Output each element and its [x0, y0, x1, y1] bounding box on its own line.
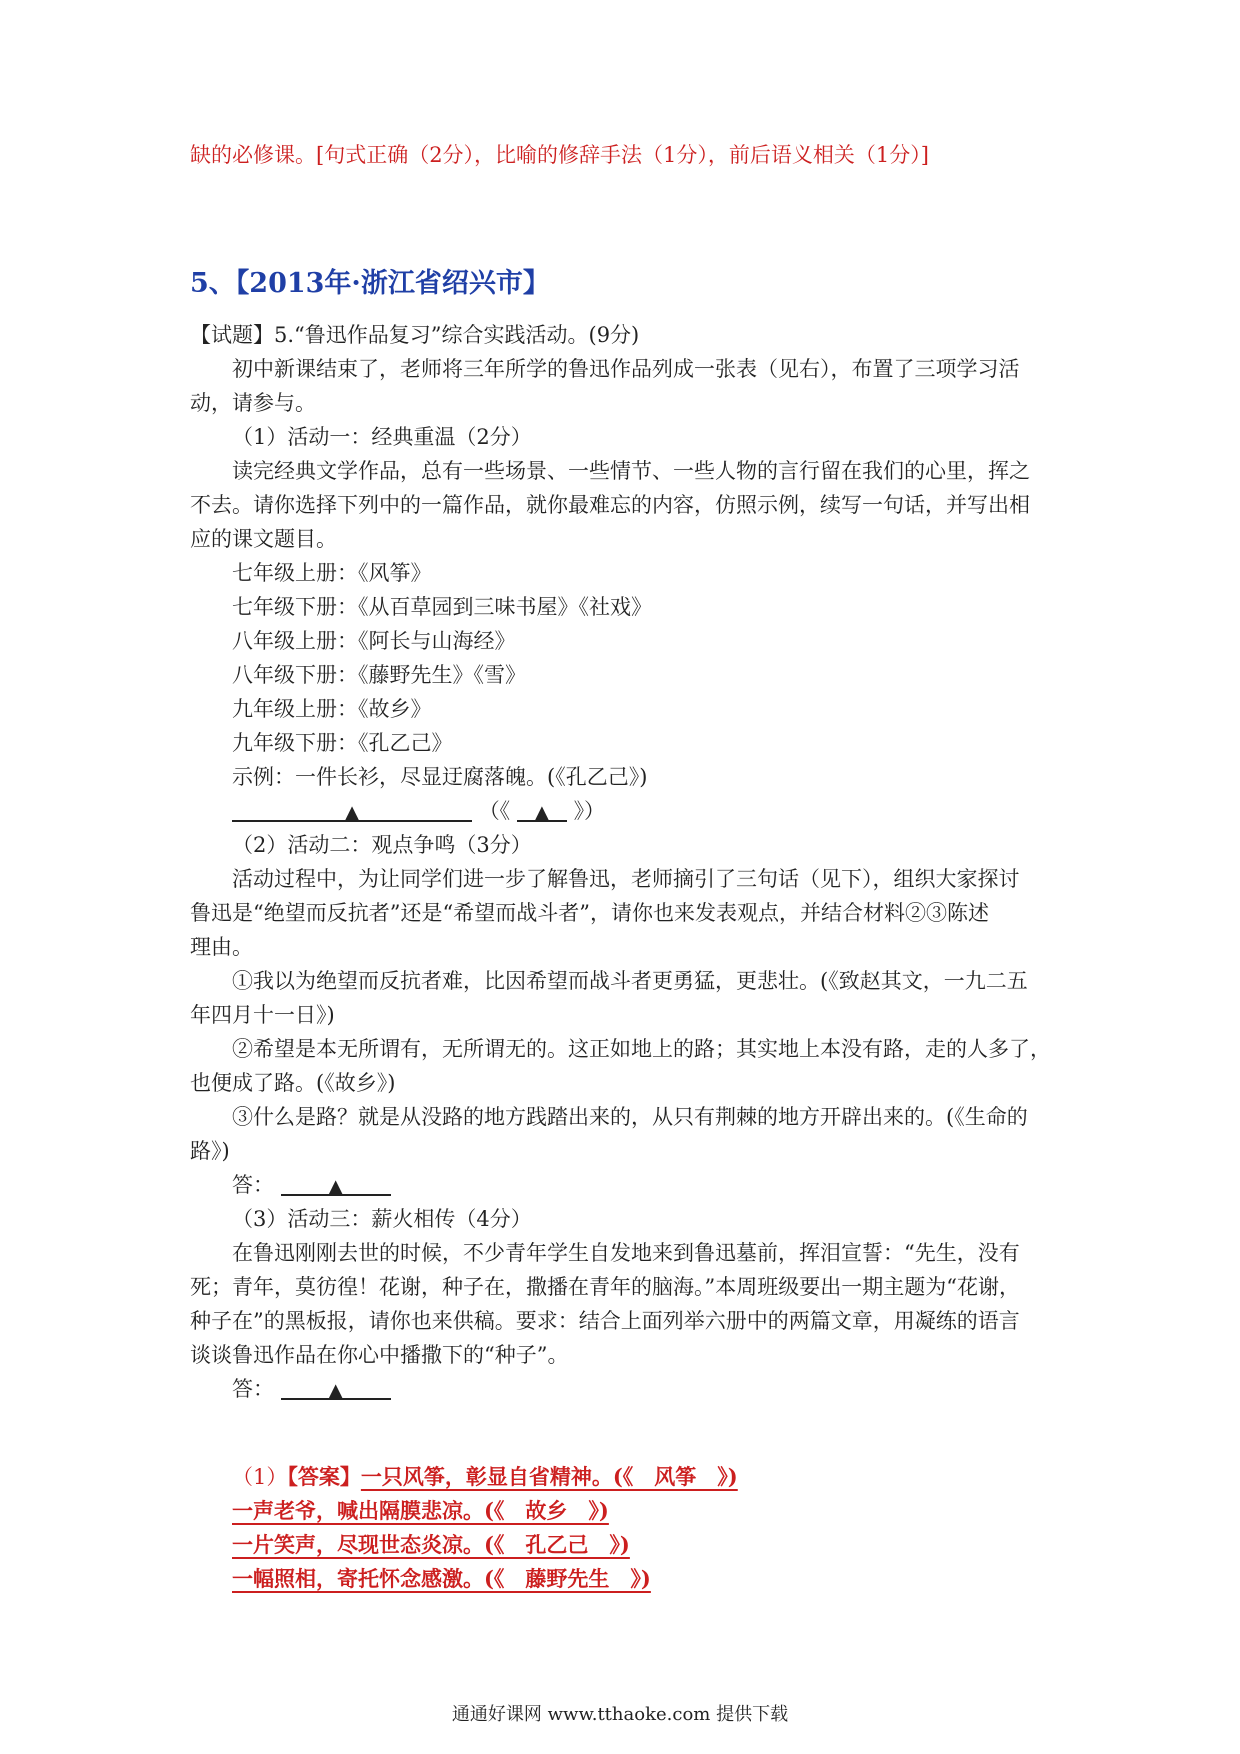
- activity-2-answer-row: [232, 1170, 391, 1200]
- activity-3-desc-line-1: 在鲁迅刚刚去世的时候，不少青年学生自发地来到鲁迅墓前，挥泪宣誓：“先生，没有: [232, 1241, 1020, 1265]
- quote-1-line-1: ①我以为绝望而反抗者难，比因希望而战斗者更勇猛，更悲壮。(《致赵其文，一九二五: [232, 969, 1028, 993]
- works-list-item: 七年级下册：《从百草园到三味书屋》《社戏》: [232, 595, 652, 619]
- quote-3-line-2: 路》): [190, 1139, 230, 1163]
- works-list-item: 九年级上册：《故乡》: [232, 697, 432, 721]
- blank-marker-icon: ▲: [328, 1380, 343, 1401]
- activity-1-desc-line-1: 读完经典文学作品，总有一些场景、一些情节、一些人物的言行留在我们的心里，挥之: [232, 459, 1030, 483]
- answer-key-entry: 一片笑声，尽现世态炎凉。(《 孔乙己 》): [232, 1532, 630, 1557]
- works-list-item: 八年级上册：《阿长与山海经》: [232, 629, 516, 653]
- quote-3-line-1: ③什么是路？就是从没路的地方践踏出来的，从只有荆棘的地方开辟出来的。(《生命的: [232, 1105, 1028, 1129]
- answer-key-entry: 一只风筝，彰显自省精神。(《 风筝 》): [360, 1464, 738, 1489]
- activity-1-paren-close: 》）: [573, 799, 606, 823]
- section-heading: 5、【2013年·浙江省绍兴市】: [190, 268, 550, 299]
- quote-2-line-2: 也便成了路。(《故乡》): [190, 1071, 396, 1095]
- activity-3-answer-blank[interactable]: [281, 1374, 391, 1400]
- carryover-answer-text: 缺的必修课。[句式正确（2分），比喻的修辞手法（1分），前后语义相关（1分）]: [190, 143, 929, 167]
- activity-3-answer-row: [232, 1374, 391, 1404]
- activity-3-desc-line-3: 种子在”的黑板报，请你也来供稿。要求：结合上面列举六册中的两篇文章，用凝练的语言: [190, 1309, 1020, 1333]
- activity-1-paren-open: （《: [478, 799, 511, 823]
- activity-3-desc-line-2: 死；青年，莫彷徨！花谢，种子在，撒播在青年的脑海。”本周班级要出一期主题为“花谢，: [190, 1275, 1020, 1299]
- question-intro-line-2: 动，请参与。: [190, 391, 316, 415]
- answer-key-tag: 【答案】: [287, 1464, 361, 1489]
- quote-2-line-1: ②希望是本无所谓有，无所谓无的。这正如地上的路；其实地上本没有路，走的人多了，: [232, 1037, 1051, 1061]
- activity-1-answer-blank-row: [232, 796, 605, 826]
- activity-1-label: （1）活动一：经典重温（2分）: [232, 425, 532, 449]
- activity-2-answer-blank[interactable]: [281, 1170, 391, 1196]
- activity-1-sentence-blank[interactable]: [232, 796, 472, 822]
- activity-2-label: （2）活动二：观点争鸣（3分）: [232, 833, 532, 857]
- blank-marker-icon: ▲: [534, 802, 549, 823]
- activity-1-desc-line-3: 应的课文题目。: [190, 527, 337, 551]
- works-list-item: 八年级下册：《藤野先生》《雪》: [232, 663, 526, 687]
- answer-label: 答：: [232, 1173, 274, 1197]
- activity-3-desc-line-4: 谈谈鲁迅作品在你心中播撒下的“种子”。: [190, 1343, 569, 1367]
- works-list-item: 七年级上册：《风筝》: [232, 561, 432, 585]
- answer-key-entry: 一声老爷，喊出隔膜悲凉。(《 故乡 》): [232, 1498, 609, 1523]
- answer-key-prefix: （1）: [232, 1465, 288, 1489]
- activity-1-desc-line-2: 不去。请你选择下列中的一篇作品，就你最难忘的内容，仿照示例，续写一句话，并写出相: [190, 493, 1030, 517]
- quote-1-line-2: 年四月十一日》): [190, 1003, 335, 1027]
- page-footer: 通通好课网 www.tthaoke.com 提供下载: [451, 1704, 789, 1725]
- blank-marker-icon: ▲: [328, 1176, 343, 1197]
- activity-1-example: 示例：一件长衫，尽显迂腐落魄。(《孔乙己》): [232, 765, 648, 789]
- question-intro-line-1: 初中新课结束了，老师将三年所学的鲁迅作品列成一张表（见右），布置了三项学习活: [232, 357, 1020, 381]
- activity-1-title-blank[interactable]: [517, 796, 567, 822]
- activity-2-desc-line-3: 理由。: [190, 935, 253, 959]
- activity-2-desc-line-1: 活动过程中，为让同学们进一步了解鲁迅，老师摘引了三句话（见下），组织大家探讨: [232, 867, 1020, 891]
- answer-label: 答：: [232, 1377, 274, 1401]
- works-list-item: 九年级下册：《孔乙己》: [232, 731, 453, 755]
- question-title: 【试题】5.“鲁迅作品复习”综合实践活动。(9分): [190, 323, 640, 347]
- activity-3-label: （3）活动三：薪火相传（4分）: [232, 1207, 532, 1231]
- blank-marker-icon: ▲: [345, 802, 359, 823]
- answer-key-line-1: [232, 1462, 738, 1492]
- activity-2-desc-line-2: 鲁迅是“绝望而反抗者”还是“希望而战斗者”，请你也来发表观点，并结合材料②③陈述: [190, 901, 989, 925]
- answer-key-entry: 一幅照相，寄托怀念感激。(《 藤野先生 》): [232, 1566, 651, 1591]
